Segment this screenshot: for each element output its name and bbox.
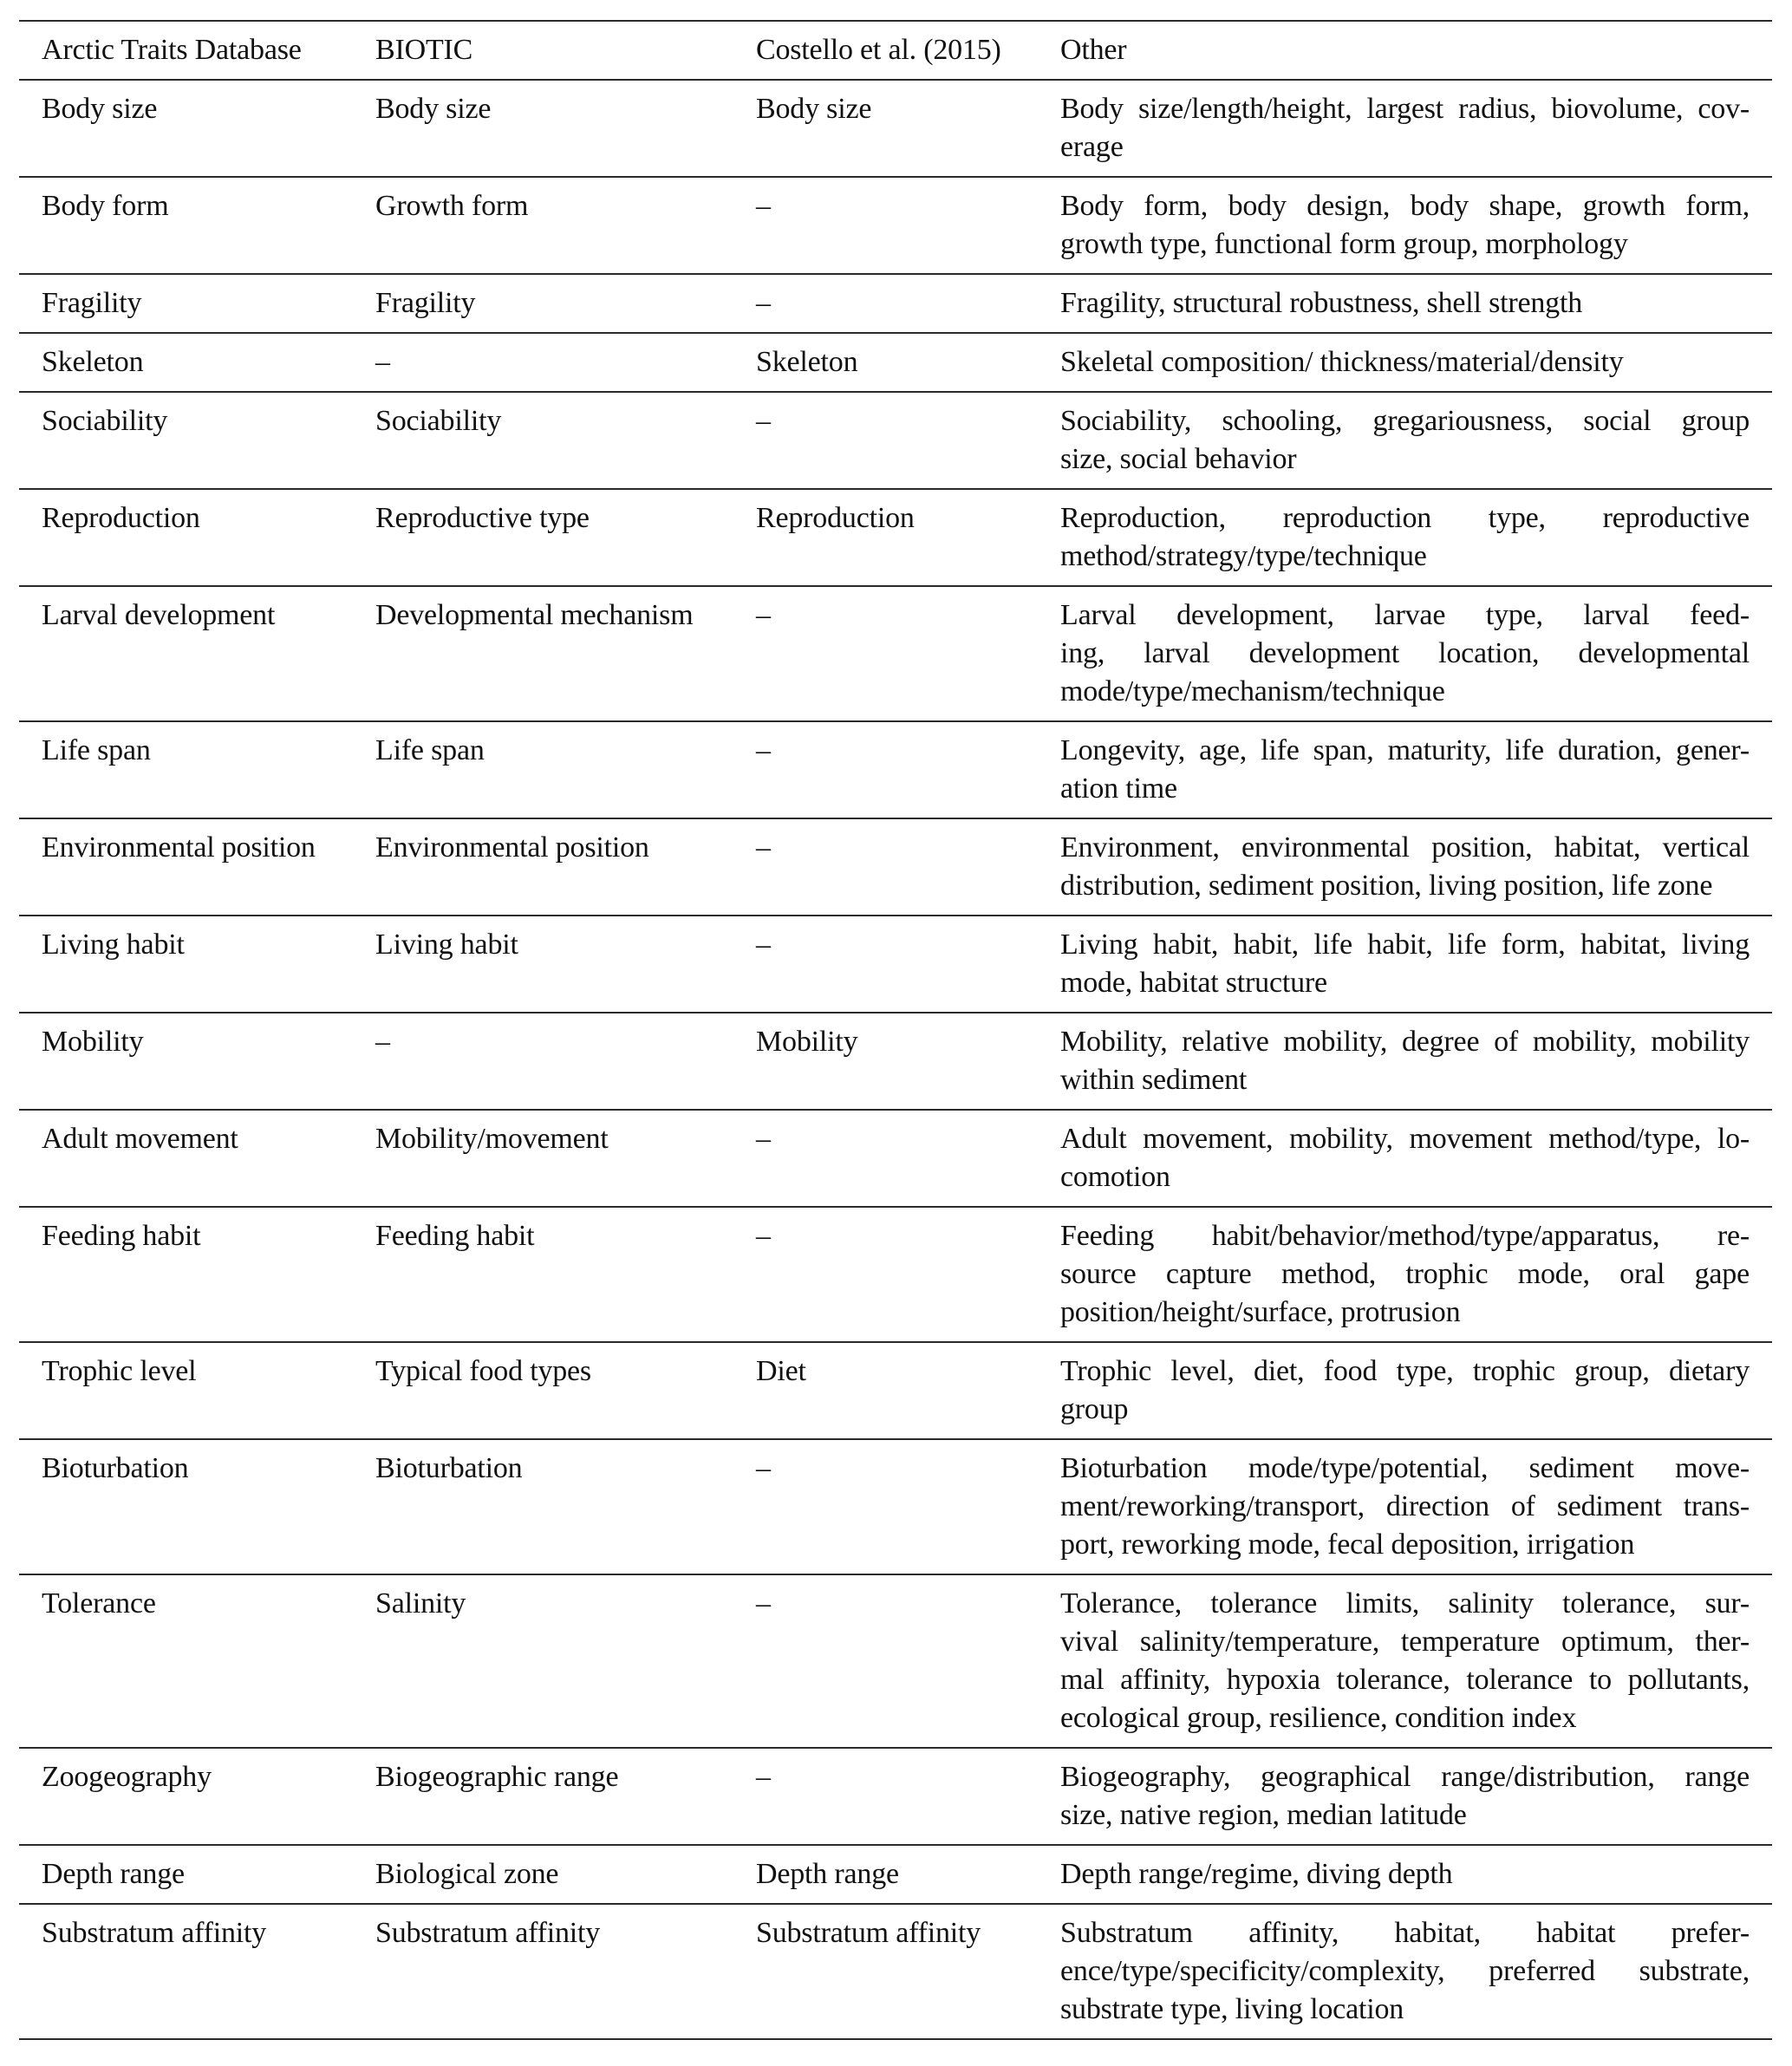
cell-arctic-traits-database: Adult movement bbox=[42, 1123, 238, 1155]
cell-biotic: – bbox=[375, 346, 390, 378]
cell-other bbox=[1060, 284, 1750, 323]
cell-arctic-traits-database: Reproduction bbox=[42, 502, 200, 534]
cell-biotic: Biological zone bbox=[375, 1858, 559, 1890]
other-text-line: Trophic level, diet, food type, trophic group, dietary bbox=[1060, 1355, 1750, 1387]
other-text-line: within sediment bbox=[1060, 1064, 1248, 1096]
cell-arctic-traits-database: Skeleton bbox=[42, 346, 144, 378]
cell-biotic: Environmental position bbox=[375, 831, 649, 864]
cell-biotic: Typical food types bbox=[375, 1355, 591, 1387]
trait-comparison-table bbox=[19, 20, 1772, 2040]
cell-costello: – bbox=[756, 734, 771, 766]
cell-arctic-traits-database: Feeding habit bbox=[42, 1220, 201, 1252]
other-text-line: mal affinity, hypoxia tolerance, tolerance to pollutants, bbox=[1060, 1664, 1750, 1696]
cell-arctic-traits-database: Mobility bbox=[42, 1026, 144, 1058]
cell-arctic-traits-database: Depth range bbox=[42, 1858, 185, 1890]
cell-biotic: Feeding habit bbox=[375, 1220, 535, 1252]
cell-other bbox=[1060, 926, 1750, 1002]
table-row bbox=[19, 1012, 1772, 1109]
table-row bbox=[19, 1206, 1772, 1341]
other-text-line: ing, larval development location, developmental bbox=[1060, 637, 1750, 669]
other-text-line: Adult movement, mobility, movement method/type, lo- bbox=[1060, 1123, 1750, 1155]
cell-arctic-traits-database: Sociability bbox=[42, 405, 168, 437]
table-row bbox=[19, 1844, 1772, 1903]
table-row bbox=[19, 1574, 1772, 1747]
cell-other bbox=[1060, 596, 1750, 711]
cell-other bbox=[1060, 402, 1750, 479]
cell-biotic: Reproductive type bbox=[375, 502, 590, 534]
cell-arctic-traits-database: Life span bbox=[42, 734, 151, 766]
cell-biotic: Bioturbation bbox=[375, 1452, 523, 1484]
other-text-line: Depth range/regime, diving depth bbox=[1060, 1858, 1453, 1890]
other-text-line: port, reworking mode, fecal deposition, irrigation bbox=[1060, 1528, 1635, 1561]
table-row bbox=[19, 488, 1772, 585]
cell-biotic: Developmental mechanism bbox=[375, 599, 694, 631]
cell-other bbox=[1060, 829, 1750, 905]
cell-biotic: Biogeographic range bbox=[375, 1761, 619, 1793]
cell-biotic: Mobility/movement bbox=[375, 1123, 609, 1155]
header-costello: Costello et al. (2015) bbox=[756, 34, 1001, 66]
other-text-line: Body size/length/height, largest radius, biovolume, cov- bbox=[1060, 93, 1750, 125]
other-text-line: growth type, functional form group, morphology bbox=[1060, 228, 1628, 260]
table-row bbox=[19, 585, 1772, 720]
cell-costello: Substratum affinity bbox=[756, 1917, 981, 1949]
cell-costello: Reproduction bbox=[756, 502, 915, 534]
table-body bbox=[19, 79, 1772, 2038]
cell-costello: Depth range bbox=[756, 1858, 899, 1890]
cell-costello: – bbox=[756, 1220, 771, 1252]
table-row bbox=[19, 391, 1772, 488]
table-row bbox=[19, 818, 1772, 915]
other-text-line: comotion bbox=[1060, 1161, 1170, 1193]
other-text-line: mode, habitat structure bbox=[1060, 967, 1327, 999]
other-text-line: Reproduction, reproduction type, reproductive bbox=[1060, 502, 1750, 534]
table-row bbox=[19, 1903, 1772, 2038]
cell-costello: – bbox=[756, 1761, 771, 1793]
other-text-line: vival salinity/temperature, temperature optimum, ther- bbox=[1060, 1626, 1750, 1658]
other-text-line: erage bbox=[1060, 131, 1124, 163]
cell-other bbox=[1060, 1855, 1750, 1893]
other-text-line: Environment, environmental position, habitat, vertical bbox=[1060, 831, 1750, 864]
other-text-line: source capture method, trophic mode, oral gape bbox=[1060, 1258, 1750, 1290]
cell-costello: – bbox=[756, 599, 771, 631]
cell-other bbox=[1060, 1914, 1750, 2029]
cell-arctic-traits-database: Larval development bbox=[42, 599, 276, 631]
cell-costello: – bbox=[756, 405, 771, 437]
other-text-line: method/strategy/type/technique bbox=[1060, 540, 1427, 572]
cell-biotic: Growth form bbox=[375, 190, 529, 222]
other-text-line: ence/type/specificity/complexity, preferred substrate, bbox=[1060, 1955, 1750, 1987]
other-text-line: ment/reworking/transport, direction of sediment trans- bbox=[1060, 1490, 1750, 1522]
cell-other bbox=[1060, 343, 1750, 381]
header-arctic-traits-database: Arctic Traits Database bbox=[42, 34, 302, 66]
table-row bbox=[19, 1438, 1772, 1574]
cell-arctic-traits-database: Environmental position bbox=[42, 831, 316, 864]
cell-other bbox=[1060, 1450, 1750, 1564]
cell-biotic: Substratum affinity bbox=[375, 1917, 601, 1949]
cell-costello: – bbox=[756, 929, 771, 961]
other-text-line: position/height/surface, protrusion bbox=[1060, 1296, 1461, 1328]
cell-arctic-traits-database: Tolerance bbox=[42, 1587, 156, 1620]
table-row bbox=[19, 273, 1772, 332]
cell-arctic-traits-database: Fragility bbox=[42, 287, 142, 319]
cell-arctic-traits-database: Body size bbox=[42, 93, 158, 125]
other-text-line: Mobility, relative mobility, degree of mobility, mobility bbox=[1060, 1026, 1750, 1058]
cell-costello: – bbox=[756, 287, 771, 319]
cell-costello: – bbox=[756, 1587, 771, 1620]
table-row bbox=[19, 79, 1772, 176]
cell-costello: – bbox=[756, 1123, 771, 1155]
other-text-line: Skeletal composition/ thickness/material/density bbox=[1060, 346, 1624, 378]
cell-costello: – bbox=[756, 190, 771, 222]
other-text-line: Living habit, habit, life habit, life form, habitat, living bbox=[1060, 929, 1750, 961]
table-row bbox=[19, 1109, 1772, 1206]
other-text-line: size, social behavior bbox=[1060, 443, 1297, 475]
cell-biotic: Living habit bbox=[375, 929, 518, 961]
other-text-line: ation time bbox=[1060, 772, 1177, 805]
table-header-row bbox=[19, 20, 1772, 79]
other-text-line: distribution, sediment position, living position, life zone bbox=[1060, 870, 1713, 902]
other-text-line: Fragility, structural robustness, shell strength bbox=[1060, 287, 1583, 319]
table-row bbox=[19, 176, 1772, 273]
other-text-line: Larval development, larvae type, larval feed- bbox=[1060, 599, 1750, 631]
cell-other bbox=[1060, 1585, 1750, 1737]
other-text-line: Biogeography, geographical range/distribution, range bbox=[1060, 1761, 1750, 1793]
other-text-line: Longevity, age, life span, maturity, life duration, gener- bbox=[1060, 734, 1750, 766]
cell-other bbox=[1060, 499, 1750, 576]
header-biotic: BIOTIC bbox=[375, 34, 473, 66]
other-text-line: group bbox=[1060, 1393, 1129, 1425]
cell-other bbox=[1060, 1023, 1750, 1099]
cell-other bbox=[1060, 732, 1750, 808]
other-text-line: Tolerance, tolerance limits, salinity tolerance, sur- bbox=[1060, 1587, 1750, 1620]
cell-costello: – bbox=[756, 1452, 771, 1484]
cell-arctic-traits-database: Body form bbox=[42, 190, 169, 222]
table-row bbox=[19, 1341, 1772, 1438]
other-text-line: Body form, body design, body shape, growth form, bbox=[1060, 190, 1750, 222]
cell-costello: Body size bbox=[756, 93, 872, 125]
cell-other bbox=[1060, 1352, 1750, 1429]
cell-biotic: Life span bbox=[375, 734, 485, 766]
table-row bbox=[19, 720, 1772, 818]
cell-costello: Diet bbox=[756, 1355, 806, 1387]
other-text-line: size, native region, median latitude bbox=[1060, 1799, 1467, 1831]
cell-other bbox=[1060, 90, 1750, 166]
other-text-line: Feeding habit/behavior/method/type/apparatus, re- bbox=[1060, 1220, 1750, 1252]
cell-arctic-traits-database: Substratum affinity bbox=[42, 1917, 267, 1949]
cell-biotic: Salinity bbox=[375, 1587, 466, 1620]
cell-biotic: Fragility bbox=[375, 287, 476, 319]
cell-biotic: – bbox=[375, 1026, 390, 1058]
cell-arctic-traits-database: Bioturbation bbox=[42, 1452, 189, 1484]
other-text-line: Sociability, schooling, gregariousness, social group bbox=[1060, 405, 1750, 437]
cell-other bbox=[1060, 1217, 1750, 1332]
cell-arctic-traits-database: Living habit bbox=[42, 929, 185, 961]
header-other: Other bbox=[1060, 34, 1127, 66]
cell-costello: – bbox=[756, 831, 771, 864]
cell-other bbox=[1060, 1120, 1750, 1196]
cell-biotic: Sociability bbox=[375, 405, 502, 437]
cell-arctic-traits-database: Zoogeography bbox=[42, 1761, 212, 1793]
other-text-line: Substratum affinity, habitat, habitat prefer- bbox=[1060, 1917, 1750, 1949]
other-text-line: ecological group, resilience, condition index bbox=[1060, 1702, 1577, 1734]
table-row bbox=[19, 915, 1772, 1012]
cell-arctic-traits-database: Trophic level bbox=[42, 1355, 197, 1387]
cell-other bbox=[1060, 187, 1750, 264]
cell-costello: Mobility bbox=[756, 1026, 858, 1058]
table-row bbox=[19, 1747, 1772, 1844]
other-text-line: mode/type/mechanism/technique bbox=[1060, 675, 1445, 707]
cell-biotic: Body size bbox=[375, 93, 492, 125]
other-text-line: substrate type, living location bbox=[1060, 1993, 1404, 2025]
table-row bbox=[19, 332, 1772, 391]
cell-other bbox=[1060, 1758, 1750, 1835]
cell-costello: Skeleton bbox=[756, 346, 858, 378]
other-text-line: Bioturbation mode/type/potential, sediment move- bbox=[1060, 1452, 1750, 1484]
